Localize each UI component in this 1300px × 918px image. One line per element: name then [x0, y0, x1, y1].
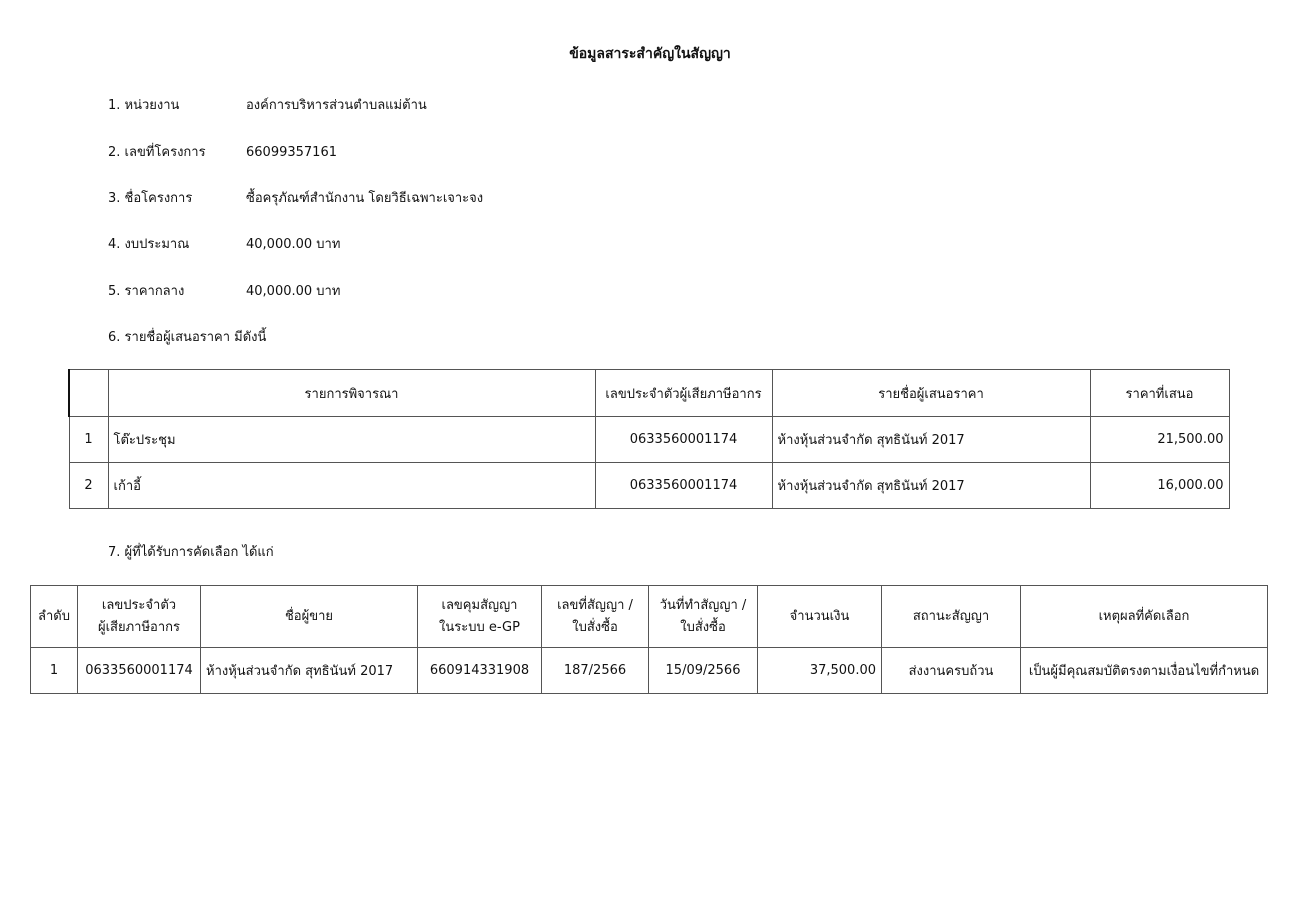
- bid-number: 1: [69, 417, 108, 463]
- winners-header-reason: เหตุผลที่คัดเลือก: [1021, 586, 1268, 648]
- agency-label: 1. หน่วยงาน: [108, 98, 180, 113]
- bid-number: 2: [69, 463, 108, 509]
- budget-value: 40,000.00 บาท: [246, 237, 341, 252]
- selected-section-label: 7. ผู้ที่ได้รับการคัดเลือก ได้แก่: [108, 545, 274, 560]
- bid-item: โต๊ะประชุม: [108, 417, 595, 463]
- bid-bidder: ห้างหุ้นส่วนจำกัด สุทธินันท์ 2017: [772, 463, 1090, 509]
- bids-header-bidder: รายชื่อผู้เสนอราคา: [772, 370, 1090, 417]
- bids-header-number: [69, 370, 108, 417]
- winners-header-egp-line2: ในระบบ e-GP: [439, 619, 520, 635]
- winners-header-contract-no-line2: ใบสั่งซื้อ: [572, 619, 618, 635]
- budget-label: 4. งบประมาณ: [108, 237, 190, 252]
- bidders-section-label: 6. รายชื่อผู้เสนอราคา มีดังนี้: [108, 330, 267, 345]
- median-price-label: 5. ราคากลาง: [108, 284, 185, 299]
- winners-table: [30, 585, 1268, 694]
- winner-reason: เป็นผู้มีคุณสมบัติตรงตามเงื่อนไขที่กำหนด: [1021, 648, 1268, 694]
- bid-bidder: ห้างหุ้นส่วนจำกัด สุทธินันท์ 2017: [772, 417, 1090, 463]
- table-row: [69, 417, 1229, 463]
- bid-price: 21,500.00: [1090, 417, 1229, 463]
- winners-header-tax-id-line2: ผู้เสียภาษีอากร: [97, 619, 180, 635]
- winner-amount: 37,500.00: [758, 648, 882, 694]
- winners-header-tax-id-line1: เลขประจำตัว: [101, 597, 177, 613]
- bid-tax-id: 0633560001174: [595, 463, 772, 509]
- winner-contract-number: 187/2566: [542, 648, 649, 694]
- winners-header-row: [31, 586, 1268, 648]
- winners-header-contract-no: [542, 586, 649, 648]
- bids-table: [68, 369, 1230, 509]
- bids-header-item: รายการพิจารณา: [108, 370, 595, 417]
- winners-header-number: ลำดับ: [31, 586, 78, 648]
- project-name-value: ซื้อครุภัณฑ์สำนักงาน โดยวิธีเฉพาะเจาะจง: [246, 191, 484, 206]
- table-row: [31, 648, 1268, 694]
- table-row: [69, 463, 1229, 509]
- winners-header-egp-line1: เลขคุมสัญญา: [441, 597, 518, 613]
- document-title: ข้อมูลสาระสำคัญในสัญญา: [569, 46, 731, 62]
- bid-item: เก้าอี้: [108, 463, 595, 509]
- winner-seller: ห้างหุ้นส่วนจำกัด สุทธินันท์ 2017: [201, 648, 418, 694]
- winners-header-seller: ชื่อผู้ขาย: [201, 586, 418, 648]
- winners-header-egp: [418, 586, 542, 648]
- project-number-label: 2. เลขที่โครงการ: [108, 145, 206, 160]
- winner-number: 1: [31, 648, 78, 694]
- winner-tax-id: 0633560001174: [78, 648, 201, 694]
- winner-status: ส่งงานครบถ้วน: [882, 648, 1021, 694]
- median-price-value: 40,000.00 บาท: [246, 284, 341, 299]
- winners-header-contract-date: [649, 586, 758, 648]
- bid-price: 16,000.00: [1090, 463, 1229, 509]
- project-number-value: 66099357161: [246, 145, 337, 160]
- winner-contract-date: 15/09/2566: [649, 648, 758, 694]
- bids-header-price: ราคาที่เสนอ: [1090, 370, 1229, 417]
- bid-tax-id: 0633560001174: [595, 417, 772, 463]
- bids-header-row: [69, 370, 1229, 417]
- winners-header-contract-date-line2: ใบสั่งซื้อ: [680, 619, 726, 635]
- winners-header-tax-id: [78, 586, 201, 648]
- winners-header-contract-no-line1: เลขที่สัญญา /: [557, 597, 633, 613]
- winners-header-amount: จำนวนเงิน: [758, 586, 882, 648]
- winners-header-contract-date-line1: วันที่ทำสัญญา /: [659, 597, 747, 613]
- winner-egp-number: 660914331908: [418, 648, 542, 694]
- agency-value: องค์การบริหารส่วนตำบลแม่ต้าน: [246, 98, 427, 113]
- winners-header-status: สถานะสัญญา: [882, 586, 1021, 648]
- bids-header-tax-id: เลขประจำตัวผู้เสียภาษีอากร: [595, 370, 772, 417]
- project-name-label: 3. ชื่อโครงการ: [108, 191, 193, 206]
